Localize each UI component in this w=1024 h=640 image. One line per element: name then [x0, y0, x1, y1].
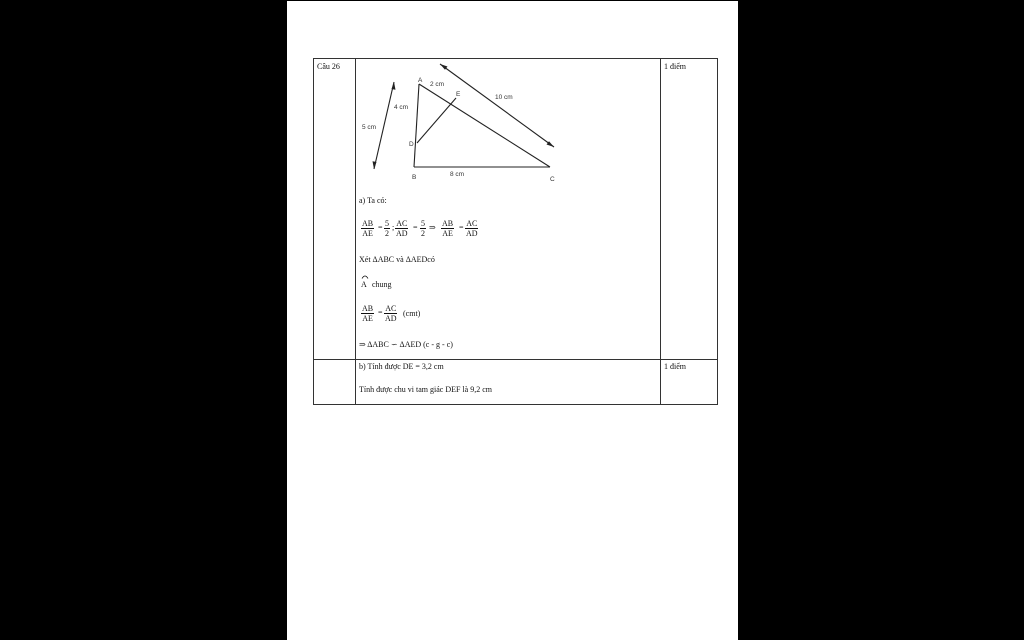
dimension-arrow-ab	[374, 82, 394, 169]
dimension-arrow-ac	[440, 64, 554, 147]
equals-sign: =	[459, 223, 464, 232]
ratio-note: (cmt)	[403, 309, 421, 318]
fraction-denominator: 2	[421, 229, 425, 238]
label-point-c: C	[550, 176, 555, 183]
part-a-intro: a) Ta có:	[359, 196, 387, 205]
score-part-a: 1 điểm	[664, 62, 686, 71]
fraction-denominator: 2	[385, 229, 389, 238]
fraction-denominator: AE	[362, 314, 373, 323]
separator: ;	[392, 223, 395, 232]
fraction	[361, 219, 374, 238]
label-point-e: E	[456, 91, 461, 98]
fraction-numerator: AC	[385, 304, 397, 313]
score-part-b: 1 điểm	[664, 362, 686, 371]
column-divider	[660, 59, 661, 404]
label-point-d: D	[409, 141, 414, 148]
label-length-bc: 8 cm	[450, 171, 465, 178]
angle-hat-icon	[361, 274, 369, 279]
label-length-db: 5 cm	[362, 124, 377, 131]
side-ab	[414, 84, 419, 167]
part-b-line-2: Tính được chu vi tam giác DEF là 9,2 cm	[359, 385, 492, 394]
fraction	[465, 219, 479, 238]
equals-sign: =	[378, 223, 383, 232]
row-divider	[314, 359, 717, 360]
part-b-line-1: b) Tính được DE = 3,2 cm	[359, 362, 444, 371]
consider-triangles: Xét ΔABC và ΔAEDcó	[359, 255, 435, 264]
question-label: Câu 26	[317, 62, 340, 71]
fraction-numerator: AB	[362, 304, 374, 313]
answer-table	[313, 58, 718, 405]
fraction	[395, 219, 409, 238]
fraction-numerator: AC	[466, 219, 478, 228]
triangle-figure	[357, 59, 559, 185]
fraction-numerator: AB	[362, 219, 374, 228]
document-page	[287, 1, 738, 640]
label-length-ad: 4 cm	[394, 104, 409, 111]
equals-sign: =	[378, 308, 383, 317]
equals-sign: =	[413, 223, 418, 232]
similarity-conclusion: ⇒ ΔABC ∽ ΔAED (c - g - c)	[359, 340, 453, 349]
fraction-numerator: 5	[385, 219, 389, 228]
column-divider	[355, 59, 356, 404]
fraction	[441, 219, 454, 238]
angle-common: chung	[372, 280, 392, 289]
label-length-ec: 10 cm	[495, 94, 513, 101]
fraction-denominator: AE	[362, 229, 373, 238]
fraction-denominator: AE	[442, 229, 453, 238]
fraction-numerator: AB	[442, 219, 454, 228]
fraction	[384, 219, 390, 238]
fraction	[361, 304, 374, 323]
fraction-denominator: AD	[385, 314, 397, 323]
fraction	[384, 304, 398, 323]
implies-symbol: ⇒	[429, 223, 436, 232]
label-length-ae: 2 cm	[430, 81, 445, 88]
fraction-numerator: 5	[421, 219, 425, 228]
segment-de	[417, 98, 456, 143]
label-point-b: B	[412, 174, 417, 181]
label-point-a: A	[418, 77, 423, 84]
fraction-numerator: AC	[396, 219, 408, 228]
fraction-denominator: AD	[466, 229, 478, 238]
fraction	[420, 219, 426, 238]
angle-letter: A	[361, 280, 367, 289]
fraction-denominator: AD	[396, 229, 408, 238]
